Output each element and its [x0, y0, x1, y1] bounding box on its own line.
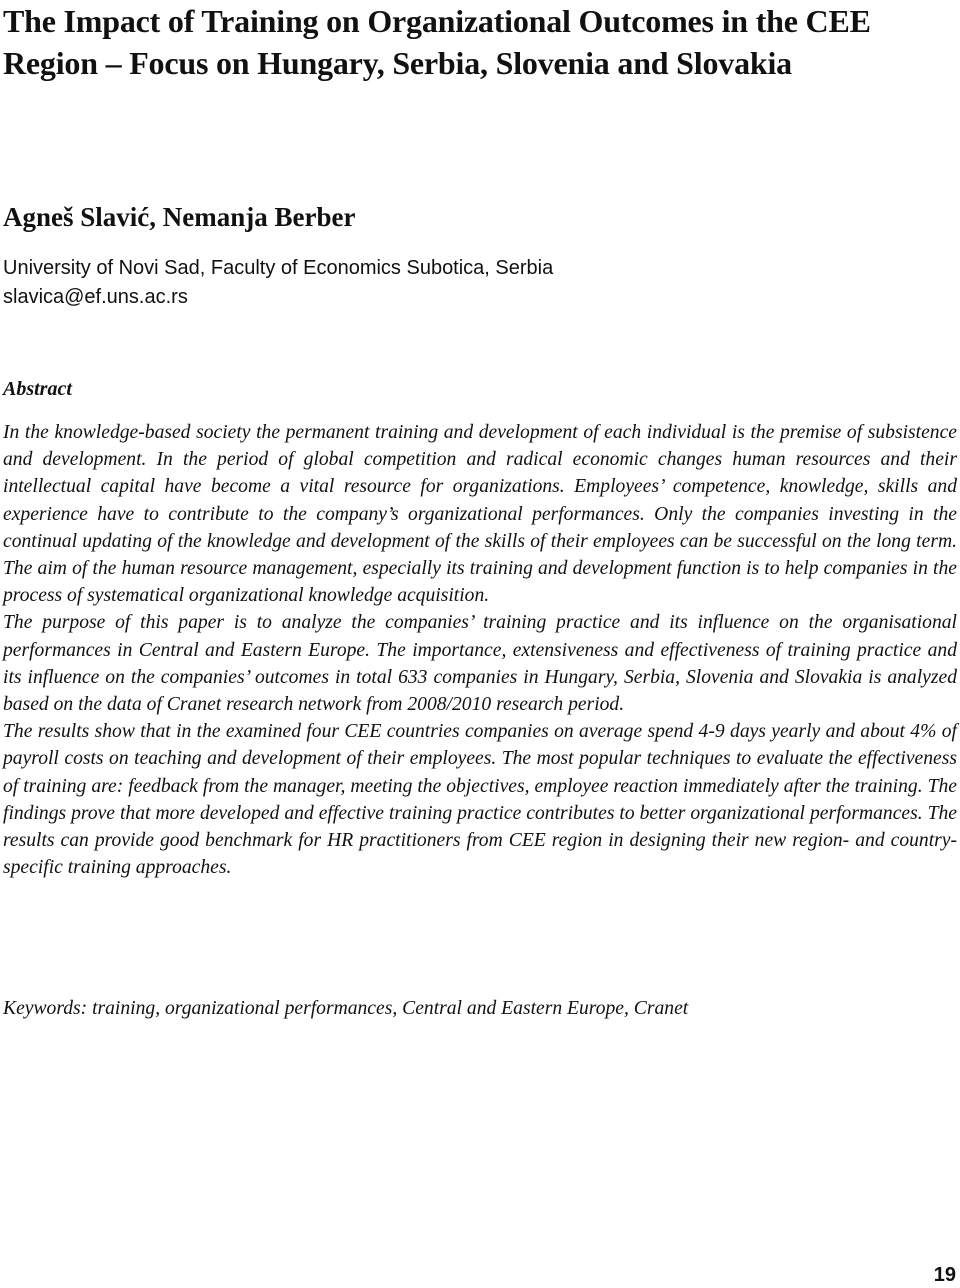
abstract-body	[3, 419, 957, 881]
paper-title: The Impact of Training on Organizational Outcomes in the CEE Region – Focus on Hungary, Serbia, Slovenia and Slovakia	[3, 3, 871, 81]
abstract-paragraph-3: The results show that in the examined four CEE countries companies on average spend 4-9 days yearly and about 4% of payroll costs on teaching and development of their employees. The most popular techniques to evaluate the effectiveness of training are: feedback from the manager, meeting the objectives, employee reaction immediately after the training. The findings prove that more developed and effective training practice contributes to better organizational performances. The results can provide good benchmark for HR practitioners from CEE region in designing their new region- and country-specific training approaches.	[3, 721, 957, 879]
abstract-paragraph-1: In the knowledge-based society the permanent training and development of each individual is the premise of subsistence and development. In the period of global competition and radical economic changes human resources and their intellectual capital have become a vital resource for organizations. Employees’ competence, knowledge, skills and experience have to contribute to the company’s organizational performances. Only the companies investing in the continual updating of the knowledge and development of the skills of their employees can be successful on the long term. The aim of the human resource management, especially its training and development function is to help companies in the process of systematical organizational knowledge acquisition.	[3, 422, 957, 607]
abstract-heading: Abstract	[3, 378, 72, 400]
abstract-paragraph-2: The purpose of this paper is to analyze the companies’ training practice and its influence on the organisational performances in Central and Eastern Europe. The importance, extensiveness and effectiveness of training practice and its influence on the companies’ outcomes in total 633 companies in Hungary, Serbia, Slovenia and Slovakia is analyzed based on the data of Cranet research network from 2008/2010 research period.	[3, 612, 957, 716]
paper-authors: Agneš Slavić, Nemanja Berber	[3, 202, 356, 232]
page-number: 19	[933, 1264, 956, 1286]
author-affiliation: University of Novi Sad, Faculty of Economics Subotica, Serbia	[3, 257, 554, 279]
author-email: slavica@ef.uns.ac.rs	[3, 286, 188, 308]
keywords: Keywords: training, organizational performances, Central and Eastern Europe, Cranet	[3, 998, 689, 1019]
